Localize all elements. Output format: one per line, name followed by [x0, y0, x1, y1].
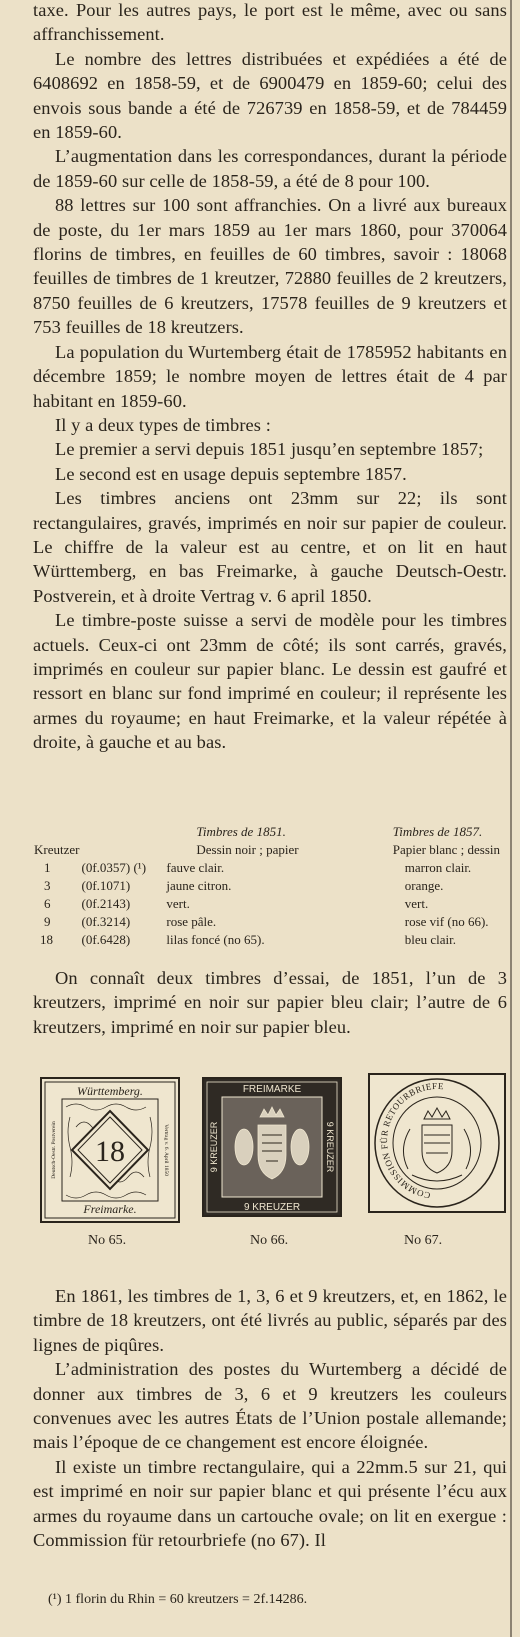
table-cell: vert.: [166, 896, 190, 911]
table-cell: 9: [44, 914, 51, 929]
stamp-figure-67: [368, 1073, 506, 1213]
table-cell: bleu clair.: [404, 932, 457, 947]
table-head-1851: Timbres de 1851.: [196, 824, 286, 839]
text-block-top: [33, 0, 507, 755]
stamp-66-left-text: 9 KREUZER: [209, 1121, 219, 1173]
stamp-66-illustration: [202, 1077, 342, 1217]
table-row: [34, 877, 500, 895]
stamp-color-table: [34, 823, 500, 949]
table-cell: orange.: [404, 878, 444, 893]
paragraph: Les timbres anciens ont 23mm sur 22; ils sont rectangulaires, gravés, imprimés en noir sur papier de couleur. Le chiffre de la valeur est au centre, et on lit en haut Württemberg, en bas Freimarke, à gauche Deutsch-Oestr. Postverein, et à droite Vertrag v. 6 april 1850.: [33, 488, 507, 606]
paragraph: Le premier a servi depuis 1851 jusqu’en septembre 1857;: [55, 439, 484, 460]
table-cell: 6: [44, 896, 51, 911]
table-row: [34, 859, 500, 877]
table-cell: 18: [40, 932, 53, 947]
stamp-figure-66: [202, 1077, 342, 1217]
stamp-67-illustration: [368, 1073, 506, 1213]
table-head-sub-1851: Dessin noir ; papier: [196, 842, 299, 857]
table-cell: rose pâle.: [166, 914, 217, 929]
stamp-66-top-text: FREIMARKE: [242, 1084, 302, 1095]
paragraph: taxe. Pour les autres pays, le port est le même, avec ou sans affranchissement.: [33, 0, 507, 45]
stamp-65-value: 18: [95, 1135, 125, 1168]
table-cell: fauve clair.: [166, 860, 225, 875]
table-cell: jaune citron.: [166, 878, 232, 893]
paragraph: Le nombre des lettres distribuées et expédiées a été de 6408692 en 1858-59, et de 6900479 en 1859-60; celui des envois sous bande a été de 726739 en 1858-59, et de 784459 en 1859-60.: [33, 48, 507, 143]
text-block-bottom: [33, 1284, 507, 1552]
paragraph: L’augmentation dans les correspondances, durant la période de 1859-60 sur celle de 1858-59, a été de 8 pour 100.: [33, 146, 507, 191]
text-block-middle: [33, 966, 507, 1039]
table-head-cell: [81, 841, 166, 859]
table-row: [34, 895, 500, 913]
figure-caption-65: No 65.: [88, 1233, 127, 1248]
stamp-65-bottom-text: Freimarke.: [83, 1202, 137, 1216]
stamp-65-top-text: Württemberg.: [77, 1084, 143, 1098]
stamp-65-right-text: Vertrag v. 6. April 1850: [163, 1124, 169, 1176]
paragraph: La population du Wurtemberg était de 1785952 habitants en décembre 1859; le nombre moyen de lettres était de 4 par habitant en 1859-60.: [33, 341, 507, 411]
paragraph: Le timbre-poste suisse a servi de modèle pour les timbres actuels. Ceux-ci ont 23mm de côté; ils sont carrés, gravés, imprimés en couleur sur papier blanc. Le dessin est gaufré et ressort en blanc sur fond imprimé en couleur; il représente les armes du royaume; en haut Freimarke, et la valeur répétée à droite, à gauche et au bas.: [33, 610, 507, 753]
table-cell: (0f.2143): [81, 896, 131, 911]
paragraph: En 1861, les timbres de 1, 3, 6 et 9 kreutzers, et, en 1862, le timbre de 18 kreutzers, ont été livrés au public, séparés par des lignes de piqûres.: [33, 1286, 507, 1355]
footnote: (¹) 1 florin du Rhin = 60 kreutzers = 2f.14286.: [48, 1592, 308, 1607]
table-head-1857: Timbres de 1857.: [392, 824, 483, 839]
paragraph: On connaît deux timbres d’essai, de 1851, l’un de 3 kreutzers, imprimé en noir sur papier bleu clair; l’autre de 6 kreutzers, imprimé en noir sur papier bleu.: [33, 968, 507, 1037]
table-cell: 3: [44, 878, 51, 893]
paragraph: L’administration des postes du Wurtemberg a décidé de donner aux timbres de 3, 6 et 9 kreutzers les couleurs convenues avec les autres États de l’Union postale allemande; mais l’époque de ce changement est encore éloignée.: [33, 1359, 507, 1453]
column-rule: [510, 0, 512, 1637]
table-head-kreutzer: Kreutzer: [34, 842, 80, 857]
paragraph: Il y a deux types de timbres :: [55, 414, 271, 435]
stamp-65-illustration: [40, 1077, 180, 1223]
stamp-66-bottom-text: 9 KREUZER: [243, 1202, 301, 1213]
table-cell: (0f.0357) (¹): [81, 860, 147, 875]
figure-caption-66: No 66.: [250, 1233, 289, 1248]
stamp-67-ring-textpath: COMMISSION FÜR RETOURBRIEFE: [378, 1080, 445, 1201]
table-cell: (0f.1071): [81, 878, 131, 893]
table-head-cell: [34, 823, 81, 841]
table-cell: marron clair.: [404, 860, 472, 875]
table-row: [34, 931, 500, 949]
table-cell: (0f.3214): [81, 914, 131, 929]
figure-caption-67: No 67.: [404, 1233, 443, 1248]
stamp-66-right-text: 9 KREUZER: [325, 1121, 335, 1173]
paragraph: 88 lettres sur 100 sont affranchies. On a livré aux bureaux de poste, du 1er mars 1859 au 1er mars 1860, pour 370064 florins de timbres, en feuilles de 60 timbres, savoir : 18068 feuilles de timbres de 1 kreutzer, 72880 feuilles de 2 kreutzers, 8750 feuilles de 6 kreutzers, 17578 feuilles de 9 kreutzers et 753 feuilles de 18 kreutzers.: [33, 195, 507, 338]
stamp-figure-65: [40, 1077, 180, 1223]
paragraph: Le second est en usage depuis septembre 1857.: [55, 463, 407, 484]
paragraph: Il existe un timbre rectangulaire, qui a 22mm.5 sur 21, qui est imprimé en noir sur papier blanc et qui présente l’écu aux armes du royaume dans un cartouche ovale; on lit en exergue : Commission für retourbriefe (no 67). Il: [33, 1456, 507, 1551]
table-cell: rose vif (no 66).: [404, 914, 489, 929]
stamp-65-left-text: Deutsch-Oestr. Postverein: [51, 1121, 57, 1179]
table-cell: 1: [44, 860, 51, 875]
table-head-cell: [81, 823, 166, 841]
table-row: [34, 913, 500, 931]
table-cell: vert.: [404, 896, 429, 911]
table-cell: (0f.6428): [81, 932, 131, 947]
table-cell: lilas foncé (no 65).: [166, 932, 265, 947]
table-head-sub-1857: Papier blanc ; dessin: [392, 842, 500, 857]
